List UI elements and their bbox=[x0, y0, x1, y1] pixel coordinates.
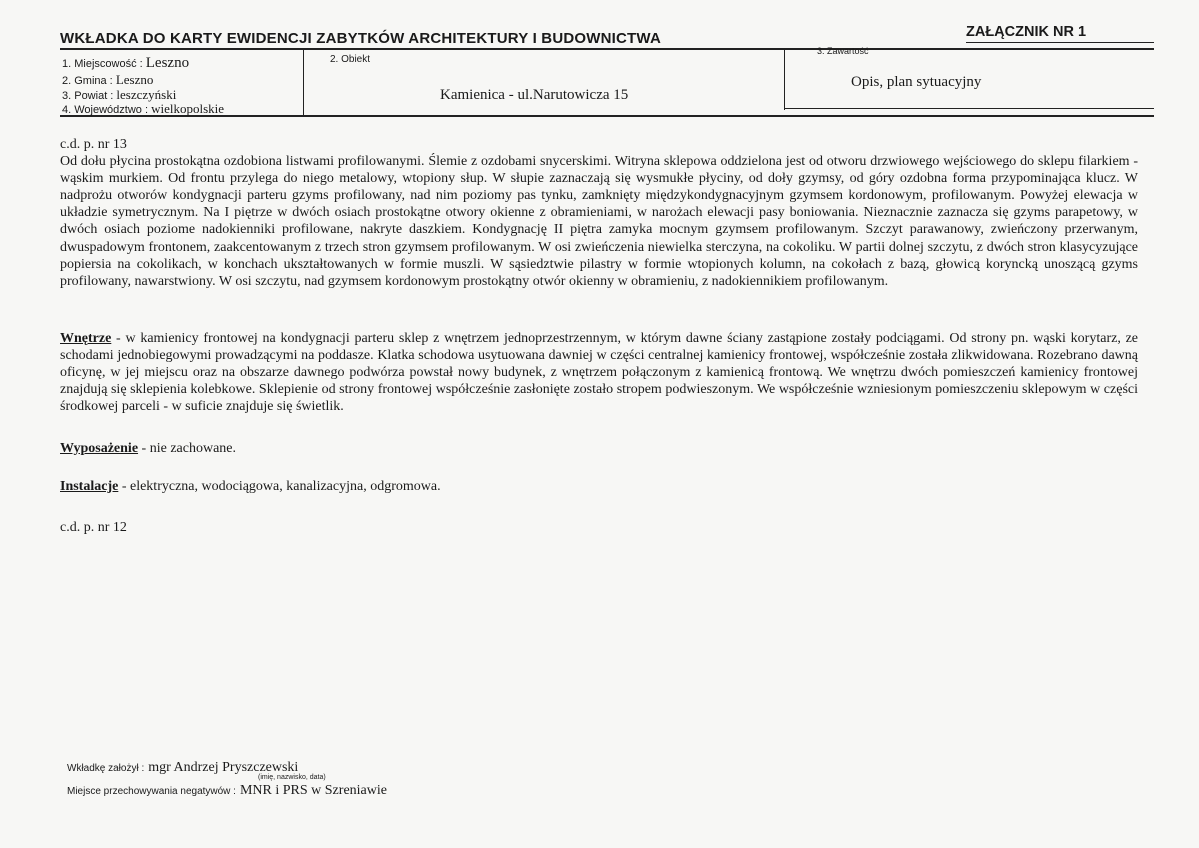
installations-heading: Instalacje bbox=[60, 479, 119, 494]
location-wojewodztwo bbox=[62, 102, 224, 117]
installations-section bbox=[60, 479, 441, 495]
annex-underline bbox=[966, 42, 1154, 43]
gmina-label: 2. Gmina : bbox=[62, 75, 113, 87]
continued-from: c.d. p. nr 13 bbox=[60, 137, 127, 152]
equipment-heading: Wyposażenie bbox=[60, 441, 139, 456]
installations-text: - elektryczna, wodociągowa, kanalizacyjna, odgromowa. bbox=[118, 479, 441, 494]
interior-text: - w kamienicy frontowej na kondygnacji parteru sklep z wnętrzem jednoprzestrzennym, w którym dawne ściany zastąpione zostały podciągami. Od strony pn. wąski korytarz, ze schodami jednobiegowymi prowadzącymi na poddasze. Klatka schodowa usytuowana dawniej w części centralnej kamienicy frontowej, współcześnie została zlikwidowana. Rozebrano dawną oficynę, w jej miejscu oraz na obszarze dawnego podwórza powstał nowy budynek, z wnętrzem połączonym z kamienicą frontową. We wnętrzu dwóch pomieszczeń kamienicy frontowej znajdują się sklepienia kolebkowe. Sklepienie od strony frontowej współcześnie zasłonięte zostało stropem podwieszonym. We współcześnie wzniesionym pomieszczeniu sklepowym w części środkowej parceli - w suficie znajduje się świetlik. bbox=[60, 331, 1138, 415]
annex-number: ZAŁĄCZNIK NR 1 bbox=[966, 24, 1087, 40]
location-miejscowosc bbox=[62, 57, 189, 71]
powiat-value: leszczyński bbox=[116, 87, 177, 102]
gmina-value: Leszno bbox=[115, 72, 154, 87]
location-gmina bbox=[62, 73, 153, 88]
object-value: Kamienica - ul.Narutowicza 15 bbox=[440, 87, 629, 103]
wojewodztwo-value: wielkopolskie bbox=[151, 101, 225, 116]
interior-paragraph bbox=[60, 330, 1138, 415]
contents-underline bbox=[785, 108, 1154, 109]
equipment-text: - nie zachowane. bbox=[138, 441, 236, 456]
continued-to: c.d. p. nr 12 bbox=[60, 520, 127, 535]
interior-section bbox=[60, 330, 1138, 415]
miejscowosc-value: Leszno bbox=[145, 55, 190, 71]
interior-heading: Wnętrze bbox=[60, 331, 112, 346]
wojewodztwo-label: 4. Województwo : bbox=[62, 104, 149, 116]
contents-value: Opis, plan sytuacyjny bbox=[851, 74, 982, 90]
document-body bbox=[60, 136, 1138, 290]
author-note: (imię, nazwisko, data) bbox=[258, 774, 326, 781]
header-divider-1 bbox=[303, 48, 304, 116]
header-top-rule bbox=[60, 48, 1154, 50]
contents-label: 3. Zawartość bbox=[817, 46, 869, 56]
object-label: 2. Obiekt bbox=[330, 54, 371, 65]
header-divider-2 bbox=[784, 48, 785, 110]
facade-paragraph: Od dołu płycina prostokątna ozdobiona listwami profilowanymi. Ślemie z ozdobami snycerskimi. Witryna sklepowa oddzielona jest od otworu drzwiowego wejściowego do sklepu filarkiem - wąskim murkiem. Od frontu przylega do niego metalowy, wtopiony słup. W słupie zaznaczają się wysmukłe płyciny, od doły gzymsy, od góry ozdobna forma przypominająca klucz. W nadprożu otworów kondygnacji parteru gzyms profilowany, nad nim poziomy pas tynku, zamknięty międzykondygnacyjnym gzymsem kordonowym, profilowanym. Powyżej elewacja w układzie symetrycznym. Na I piętrze w dwóch osiach prostokątne otwory okienne z obramieniami, w narożach elewacji pasy boniowania. Nieznacznie zaznacza się gzyms parapetowy, w dwóch osiach poziome nadokienniki profilowane, nakryte daszkiem. Kondygnację II piętra zamyka mocnym gzymsem profilowanym. Szczyt parawanowy, zwieńczony przerwanym, dwuspadowym frontonem, zaakcentowanym z trzech stron gzymsem profilowanym. W osi zwieńczenia niewielka sterczyna, na cokoliku. W partii dolnej szczytu, z dwóch stron klasycyzujące popiersia na cokolikach, w konchach ukształtowanych w formie muszli. W sąsiedztwie pilastry w formie wtopionych kolumn, na cokołach z bazą, głowicą koryncką unoszącą gzyms profilowany, nawarstwiony. W osi szczytu, nad gzymsem kordonowym prostokątny otwór okienny w obramieniu, z nadokiennikiem profilowanym. bbox=[60, 154, 1138, 289]
powiat-label: 3. Powiat : bbox=[62, 90, 114, 102]
author-value: mgr Andrzej Pryszczewski bbox=[148, 760, 299, 775]
footer-storage bbox=[67, 781, 387, 799]
page-title: WKŁADKA DO KARTY EWIDENCJI ZABYTKÓW ARCHITEKTURY I BUDOWNICTWA bbox=[60, 30, 661, 47]
miejscowosc-label: 1. Miejscowość : bbox=[62, 58, 143, 70]
equipment-section bbox=[60, 441, 236, 457]
header-bottom-rule bbox=[60, 115, 1154, 117]
storage-value: MNR i PRS w Szreniawie bbox=[239, 783, 387, 798]
storage-label: Miejsce przechowywania negatywów : bbox=[67, 786, 236, 797]
author-label: Wkładkę założył : bbox=[67, 763, 145, 774]
